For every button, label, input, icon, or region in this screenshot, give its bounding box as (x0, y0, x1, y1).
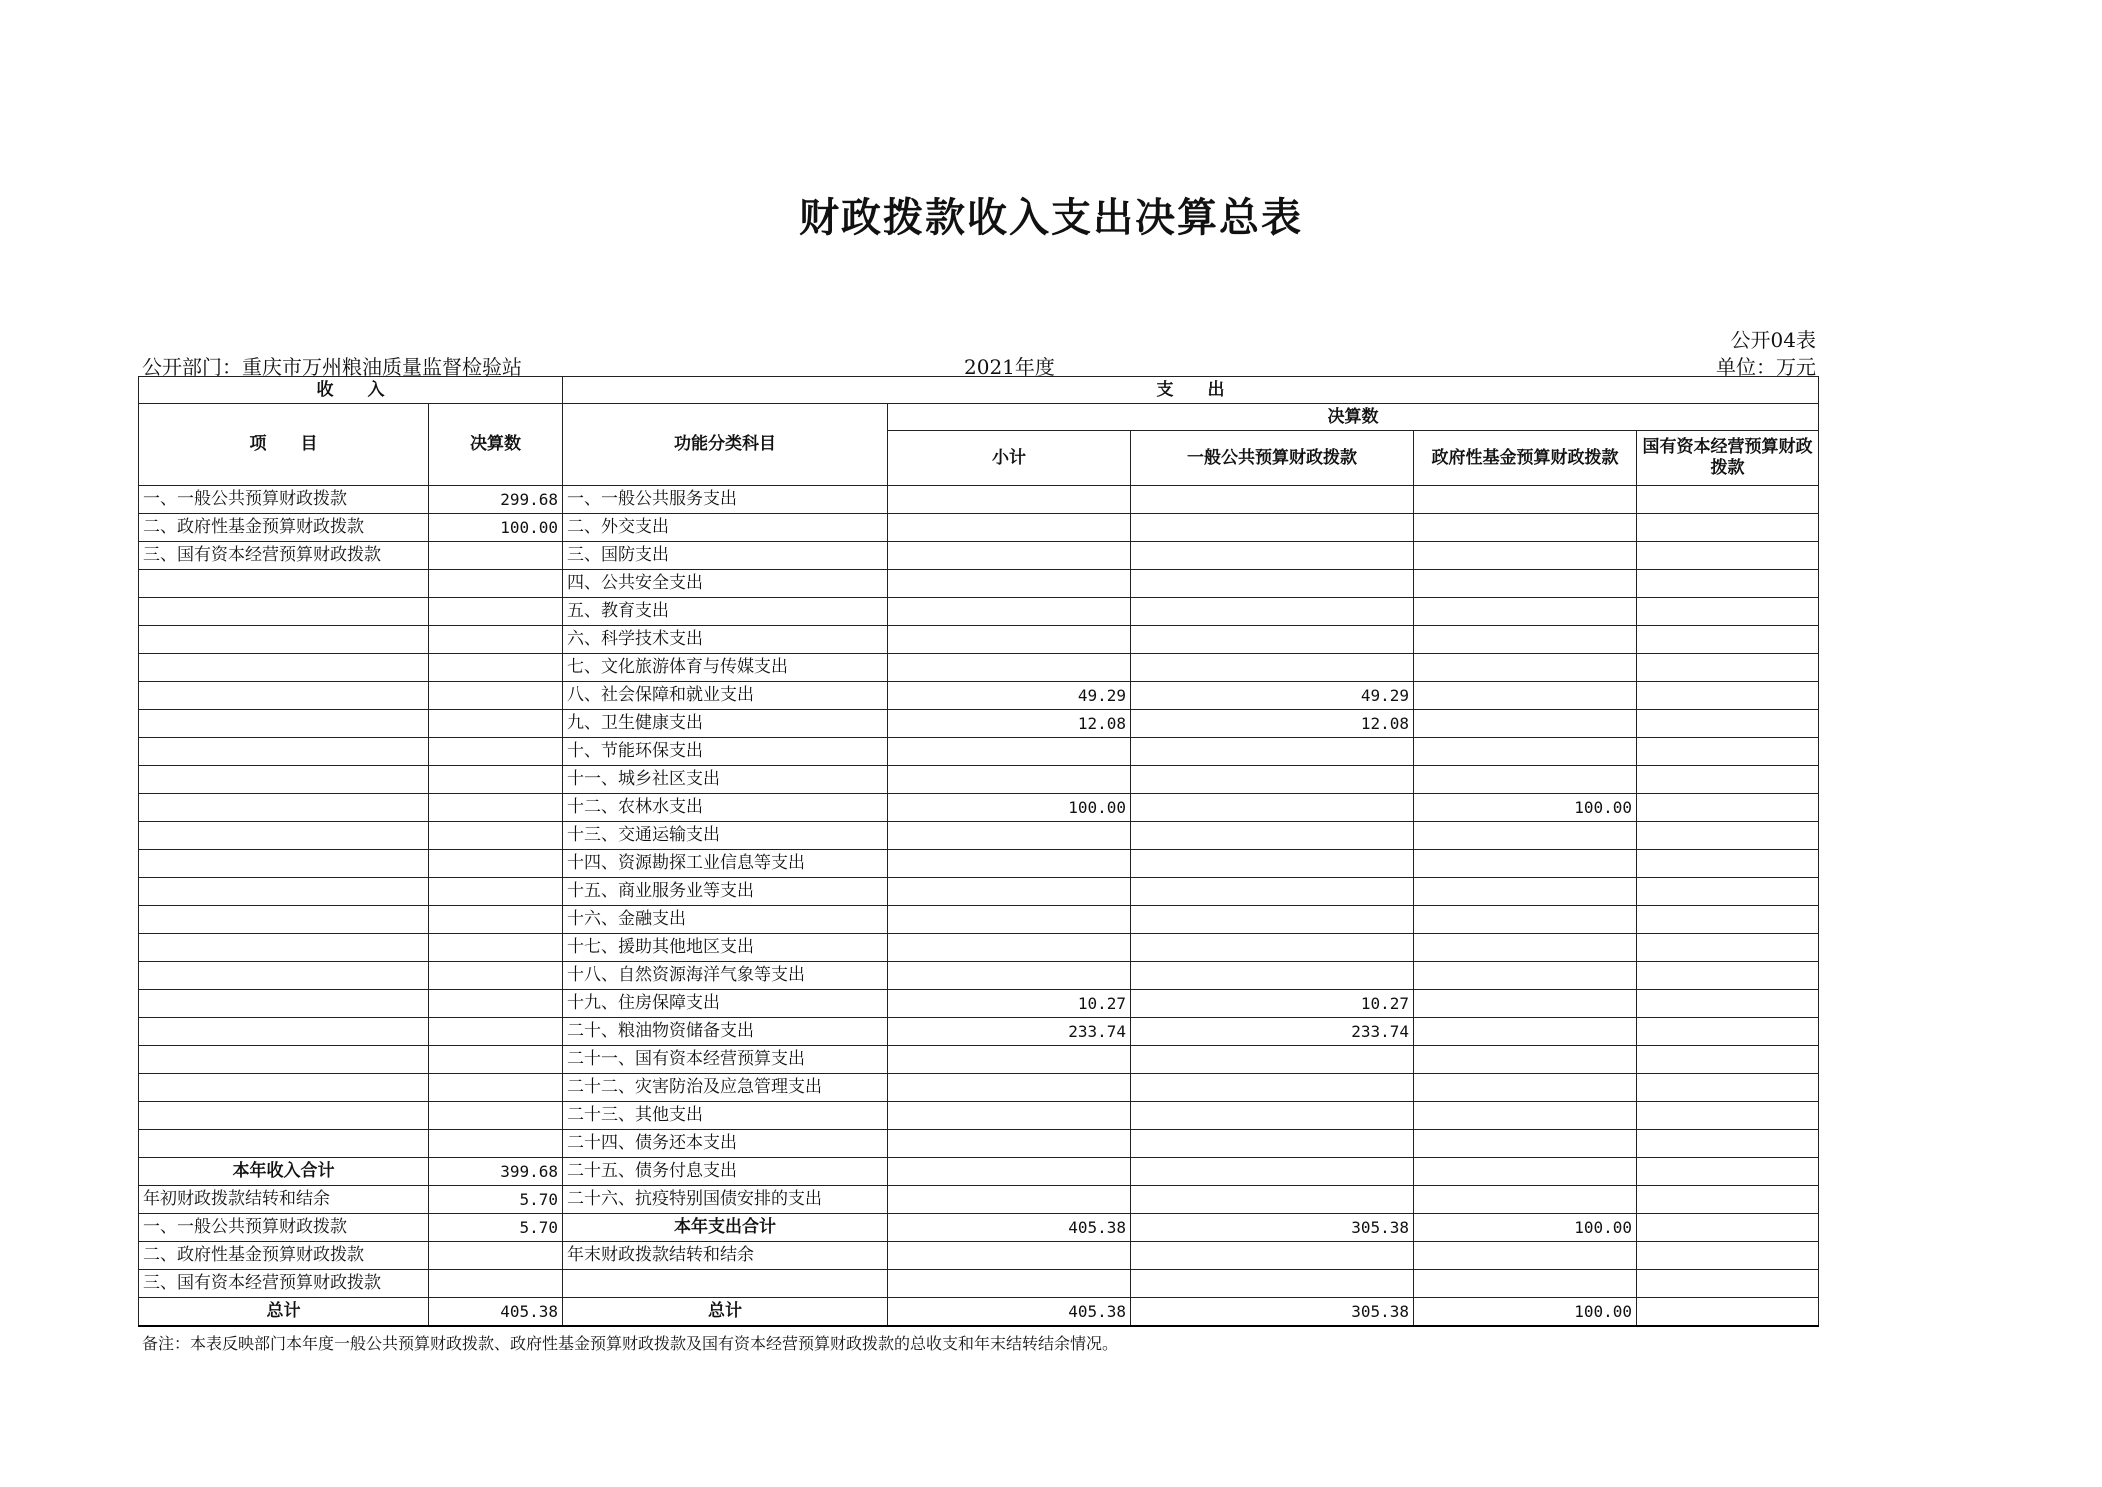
subtotal-cell (888, 654, 1131, 682)
table-row (139, 822, 1819, 850)
expense-item-cell: 六、科学技术支出 (563, 626, 888, 654)
table-row (139, 738, 1819, 766)
expense-item-cell: 一、一般公共服务支出 (563, 486, 888, 514)
gov-fund-cell (1414, 514, 1637, 542)
general-budget-cell (1131, 906, 1414, 934)
subtotal-cell (888, 850, 1131, 878)
table-row (139, 990, 1819, 1018)
income-item-cell (139, 710, 429, 738)
gov-fund-cell (1414, 1046, 1637, 1074)
general-budget-cell (1131, 1130, 1414, 1158)
general-budget-cell (1131, 766, 1414, 794)
income-amount-cell (429, 794, 563, 822)
state-capital-cell (1637, 682, 1819, 710)
general-budget-cell: 10.27 (1131, 990, 1414, 1018)
income-amount-cell (429, 1270, 563, 1298)
income-item-cell (139, 626, 429, 654)
income-item-cell (139, 766, 429, 794)
subtotal-cell (888, 1130, 1131, 1158)
form-number: 公开04表 (1730, 328, 1816, 352)
general-budget-cell (1131, 1242, 1414, 1270)
state-capital-cell (1637, 906, 1819, 934)
table-row (139, 934, 1819, 962)
table-row (139, 850, 1819, 878)
expense-header: 支 出 (563, 377, 1819, 404)
state-capital-cell (1637, 850, 1819, 878)
expense-item-cell: 十九、住房保障支出 (563, 990, 888, 1018)
subtotal-cell: 405.38 (888, 1298, 1131, 1327)
expense-item-cell: 十一、城乡社区支出 (563, 766, 888, 794)
income-item-cell (139, 822, 429, 850)
income-amount-cell (429, 598, 563, 626)
table-row (139, 1270, 1819, 1298)
income-item-cell (139, 850, 429, 878)
general-budget-cell (1131, 514, 1414, 542)
income-amount-cell (429, 1102, 563, 1130)
general-budget-cell: 12.08 (1131, 710, 1414, 738)
income-amount-cell (429, 570, 563, 598)
expense-item-cell: 十二、农林水支出 (563, 794, 888, 822)
gov-fund-cell (1414, 682, 1637, 710)
income-amount-cell (429, 766, 563, 794)
subtotal-cell (888, 626, 1131, 654)
income-item-cell (139, 906, 429, 934)
table-row (139, 1130, 1819, 1158)
subtotal-cell (888, 486, 1131, 514)
subtotal-cell (888, 1046, 1131, 1074)
expense-item-cell: 二、外交支出 (563, 514, 888, 542)
general-budget-cell (1131, 1158, 1414, 1186)
state-capital-cell (1637, 570, 1819, 598)
general-budget-cell (1131, 598, 1414, 626)
subtotal-cell (888, 1270, 1131, 1298)
general-budget-cell (1131, 878, 1414, 906)
subtotal-cell (888, 962, 1131, 990)
income-item-cell (139, 570, 429, 598)
general-budget-cell: 233.74 (1131, 1018, 1414, 1046)
subtotal-cell (888, 822, 1131, 850)
income-amount-cell (429, 1242, 563, 1270)
expense-item-cell: 二十一、国有资本经营预算支出 (563, 1046, 888, 1074)
income-item-cell (139, 1074, 429, 1102)
table-row (139, 794, 1819, 822)
income-amount-cell (429, 654, 563, 682)
income-amount-cell (429, 990, 563, 1018)
state-capital-cell (1637, 542, 1819, 570)
table-row (139, 766, 1819, 794)
income-item-cell (139, 962, 429, 990)
income-amount-cell (429, 850, 563, 878)
income-amount-cell: 5.70 (429, 1186, 563, 1214)
gov-fund-cell (1414, 1186, 1637, 1214)
budget-table (138, 376, 1819, 1327)
expense-item-cell: 八、社会保障和就业支出 (563, 682, 888, 710)
general-budget-cell (1131, 542, 1414, 570)
subtotal-cell (888, 1242, 1131, 1270)
expense-item-cell: 十七、援助其他地区支出 (563, 934, 888, 962)
table-row (139, 962, 1819, 990)
subtotal-header: 小计 (888, 431, 1131, 486)
income-amount-cell (429, 878, 563, 906)
subtotal-cell (888, 934, 1131, 962)
subtotal-cell: 12.08 (888, 710, 1131, 738)
state-capital-cell (1637, 738, 1819, 766)
subtotal-cell (888, 570, 1131, 598)
subtotal-cell (888, 542, 1131, 570)
expense-item-cell: 十、节能环保支出 (563, 738, 888, 766)
income-amount-cell: 405.38 (429, 1298, 563, 1327)
income-item-cell: 一、一般公共预算财政拨款 (139, 486, 429, 514)
gov-fund-cell: 100.00 (1414, 1214, 1637, 1242)
gov-fund-cell (1414, 542, 1637, 570)
gov-fund-cell (1414, 1242, 1637, 1270)
general-budget-cell (1131, 822, 1414, 850)
general-budget-cell (1131, 1270, 1414, 1298)
expense-item-cell: 二十六、抗疫特别国债安排的支出 (563, 1186, 888, 1214)
table-row (139, 682, 1819, 710)
state-capital-cell (1637, 878, 1819, 906)
state-capital-cell (1637, 1242, 1819, 1270)
table-row (139, 906, 1819, 934)
table-row (139, 626, 1819, 654)
function-class-header: 功能分类科目 (563, 404, 888, 486)
general-budget-cell (1131, 794, 1414, 822)
table-row (139, 514, 1819, 542)
income-item-cell: 一、一般公共预算财政拨款 (139, 1214, 429, 1242)
subtotal-cell (888, 738, 1131, 766)
subtotal-cell (888, 514, 1131, 542)
state-capital-cell (1637, 1298, 1819, 1327)
income-item-cell: 总计 (139, 1298, 429, 1327)
state-capital-cell (1637, 654, 1819, 682)
income-item-cell (139, 1130, 429, 1158)
income-item-cell: 三、国有资本经营预算财政拨款 (139, 542, 429, 570)
subtotal-cell: 233.74 (888, 1018, 1131, 1046)
subtotal-cell: 405.38 (888, 1214, 1131, 1242)
state-capital-cell (1637, 822, 1819, 850)
expense-item-cell (563, 1270, 888, 1298)
expense-item-cell: 五、教育支出 (563, 598, 888, 626)
income-amount-cell (429, 1046, 563, 1074)
state-capital-cell (1637, 1130, 1819, 1158)
gov-fund-cell (1414, 486, 1637, 514)
general-budget-cell: 49.29 (1131, 682, 1414, 710)
state-capital-cell (1637, 766, 1819, 794)
subtotal-cell: 49.29 (888, 682, 1131, 710)
subtotal-cell: 10.27 (888, 990, 1131, 1018)
table-row (139, 878, 1819, 906)
expense-item-cell: 年末财政拨款结转和结余 (563, 1242, 888, 1270)
subtotal-cell (888, 1186, 1131, 1214)
general-budget-cell (1131, 626, 1414, 654)
expense-item-cell: 十五、商业服务业等支出 (563, 878, 888, 906)
income-item-cell: 三、国有资本经营预算财政拨款 (139, 1270, 429, 1298)
general-budget-cell: 305.38 (1131, 1298, 1414, 1327)
state-capital-header: 国有资本经营预算财政拨款 (1637, 431, 1819, 486)
state-capital-cell (1637, 1046, 1819, 1074)
income-item-cell (139, 990, 429, 1018)
general-budget-header: 一般公共预算财政拨款 (1131, 431, 1414, 486)
page-title: 财政拨款收入支出决算总表 (799, 195, 1303, 241)
expense-item-cell: 十八、自然资源海洋气象等支出 (563, 962, 888, 990)
expense-item-cell: 二十四、债务还本支出 (563, 1130, 888, 1158)
subtotal-cell (888, 878, 1131, 906)
gov-fund-cell: 100.00 (1414, 1298, 1637, 1327)
gov-fund-cell (1414, 934, 1637, 962)
final-amount-header: 决算数 (888, 404, 1819, 431)
general-budget-cell (1131, 850, 1414, 878)
expense-item-cell: 十四、资源勘探工业信息等支出 (563, 850, 888, 878)
expense-item-cell: 二十二、灾害防治及应急管理支出 (563, 1074, 888, 1102)
gov-fund-cell (1414, 1074, 1637, 1102)
income-amount-cell: 399.68 (429, 1158, 563, 1186)
general-budget-cell: 305.38 (1131, 1214, 1414, 1242)
income-amount-cell (429, 626, 563, 654)
state-capital-cell (1637, 1270, 1819, 1298)
income-amount-cell (429, 962, 563, 990)
gov-fund-cell (1414, 654, 1637, 682)
income-item-cell (139, 934, 429, 962)
state-capital-cell (1637, 710, 1819, 738)
state-capital-cell (1637, 1018, 1819, 1046)
gov-fund-cell (1414, 906, 1637, 934)
expense-item-cell: 四、公共安全支出 (563, 570, 888, 598)
general-budget-cell (1131, 1102, 1414, 1130)
state-capital-cell (1637, 598, 1819, 626)
gov-fund-cell (1414, 738, 1637, 766)
table-row (139, 710, 1819, 738)
table-row (139, 542, 1819, 570)
income-item-cell: 二、政府性基金预算财政拨款 (139, 1242, 429, 1270)
gov-fund-cell (1414, 850, 1637, 878)
footnote: 备注：本表反映部门本年度一般公共预算财政拨款、政府性基金预算财政拨款及国有资本经营预算财政拨款的总收支和年末结转结余情况。 (142, 1334, 1119, 1353)
gov-fund-cell (1414, 598, 1637, 626)
state-capital-cell (1637, 626, 1819, 654)
gov-fund-cell (1414, 962, 1637, 990)
general-budget-cell (1131, 962, 1414, 990)
expense-item-cell: 三、国防支出 (563, 542, 888, 570)
state-capital-cell (1637, 1158, 1819, 1186)
general-budget-cell (1131, 486, 1414, 514)
state-capital-cell (1637, 934, 1819, 962)
gov-fund-cell (1414, 626, 1637, 654)
state-capital-cell (1637, 962, 1819, 990)
fiscal-year: 2021年度 (964, 355, 1055, 379)
income-amount-cell (429, 934, 563, 962)
state-capital-cell (1637, 486, 1819, 514)
income-amount-cell (429, 1130, 563, 1158)
state-capital-cell (1637, 1186, 1819, 1214)
table-row (139, 1018, 1819, 1046)
general-budget-cell (1131, 934, 1414, 962)
table-row (139, 1046, 1819, 1074)
income-amount-cell (429, 1074, 563, 1102)
gov-fund-cell (1414, 1130, 1637, 1158)
income-amount-cell: 5.70 (429, 1214, 563, 1242)
state-capital-cell (1637, 1102, 1819, 1130)
gov-fund-cell (1414, 878, 1637, 906)
general-budget-cell (1131, 738, 1414, 766)
income-amount-cell: 299.68 (429, 486, 563, 514)
gov-fund-cell: 100.00 (1414, 794, 1637, 822)
income-header: 收 入 (139, 377, 563, 404)
table-row (139, 1214, 1819, 1242)
subtotal-cell (888, 598, 1131, 626)
subtotal-cell (888, 766, 1131, 794)
table-row (139, 1298, 1819, 1327)
table-row (139, 598, 1819, 626)
state-capital-cell (1637, 990, 1819, 1018)
expense-item-cell: 二十五、债务付息支出 (563, 1158, 888, 1186)
general-budget-cell (1131, 570, 1414, 598)
income-amount-cell: 100.00 (429, 514, 563, 542)
gov-fund-cell (1414, 710, 1637, 738)
income-item-cell (139, 794, 429, 822)
gov-fund-cell (1414, 766, 1637, 794)
state-capital-cell (1637, 794, 1819, 822)
table-row (139, 1158, 1819, 1186)
gov-fund-cell (1414, 1102, 1637, 1130)
income-amount-cell (429, 1018, 563, 1046)
general-budget-cell (1131, 1186, 1414, 1214)
table-row (139, 1242, 1819, 1270)
gov-fund-cell (1414, 570, 1637, 598)
income-amount-cell (429, 682, 563, 710)
subtotal-cell (888, 1074, 1131, 1102)
gov-fund-cell (1414, 1158, 1637, 1186)
general-budget-cell (1131, 1046, 1414, 1074)
department-label: 公开部门：重庆市万州粮油质量监督检验站 (142, 355, 522, 379)
income-item-cell (139, 1102, 429, 1130)
income-item-cell (139, 1018, 429, 1046)
income-amount-cell (429, 822, 563, 850)
expense-item-cell: 九、卫生健康支出 (563, 710, 888, 738)
table-row (139, 654, 1819, 682)
state-capital-cell (1637, 1214, 1819, 1242)
gov-fund-header: 政府性基金预算财政拨款 (1414, 431, 1637, 486)
unit-label: 单位：万元 (1716, 355, 1816, 379)
item-header: 项 目 (139, 404, 429, 486)
table-row (139, 486, 1819, 514)
expense-item-cell: 总计 (563, 1298, 888, 1327)
subtotal-cell (888, 906, 1131, 934)
subtotal-cell (888, 1158, 1131, 1186)
income-item-cell (139, 1046, 429, 1074)
table-row (139, 1074, 1819, 1102)
income-amount-cell (429, 710, 563, 738)
state-capital-cell (1637, 1074, 1819, 1102)
income-item-cell (139, 738, 429, 766)
subtotal-cell (888, 1102, 1131, 1130)
gov-fund-cell (1414, 1018, 1637, 1046)
table-row (139, 1102, 1819, 1130)
table-row (139, 1186, 1819, 1214)
general-budget-cell (1131, 654, 1414, 682)
gov-fund-cell (1414, 822, 1637, 850)
income-amount-cell (429, 738, 563, 766)
general-budget-cell (1131, 1074, 1414, 1102)
income-amount-cell (429, 906, 563, 934)
income-item-cell (139, 654, 429, 682)
expense-item-cell: 七、文化旅游体育与传媒支出 (563, 654, 888, 682)
income-item-cell: 年初财政拨款结转和结余 (139, 1186, 429, 1214)
table-body (139, 486, 1819, 1327)
gov-fund-cell (1414, 1270, 1637, 1298)
gov-fund-cell (1414, 990, 1637, 1018)
expense-item-cell: 十三、交通运输支出 (563, 822, 888, 850)
income-amount-cell (429, 542, 563, 570)
expense-item-cell: 二十、粮油物资储备支出 (563, 1018, 888, 1046)
income-item-cell: 二、政府性基金预算财政拨款 (139, 514, 429, 542)
amount-header: 决算数 (429, 404, 563, 486)
expense-item-cell: 十六、金融支出 (563, 906, 888, 934)
income-item-cell (139, 878, 429, 906)
state-capital-cell (1637, 514, 1819, 542)
expense-item-cell: 本年支出合计 (563, 1214, 888, 1242)
income-item-cell (139, 598, 429, 626)
income-item-cell (139, 682, 429, 710)
table-row (139, 570, 1819, 598)
income-item-cell: 本年收入合计 (139, 1158, 429, 1186)
expense-item-cell: 二十三、其他支出 (563, 1102, 888, 1130)
subtotal-cell: 100.00 (888, 794, 1131, 822)
